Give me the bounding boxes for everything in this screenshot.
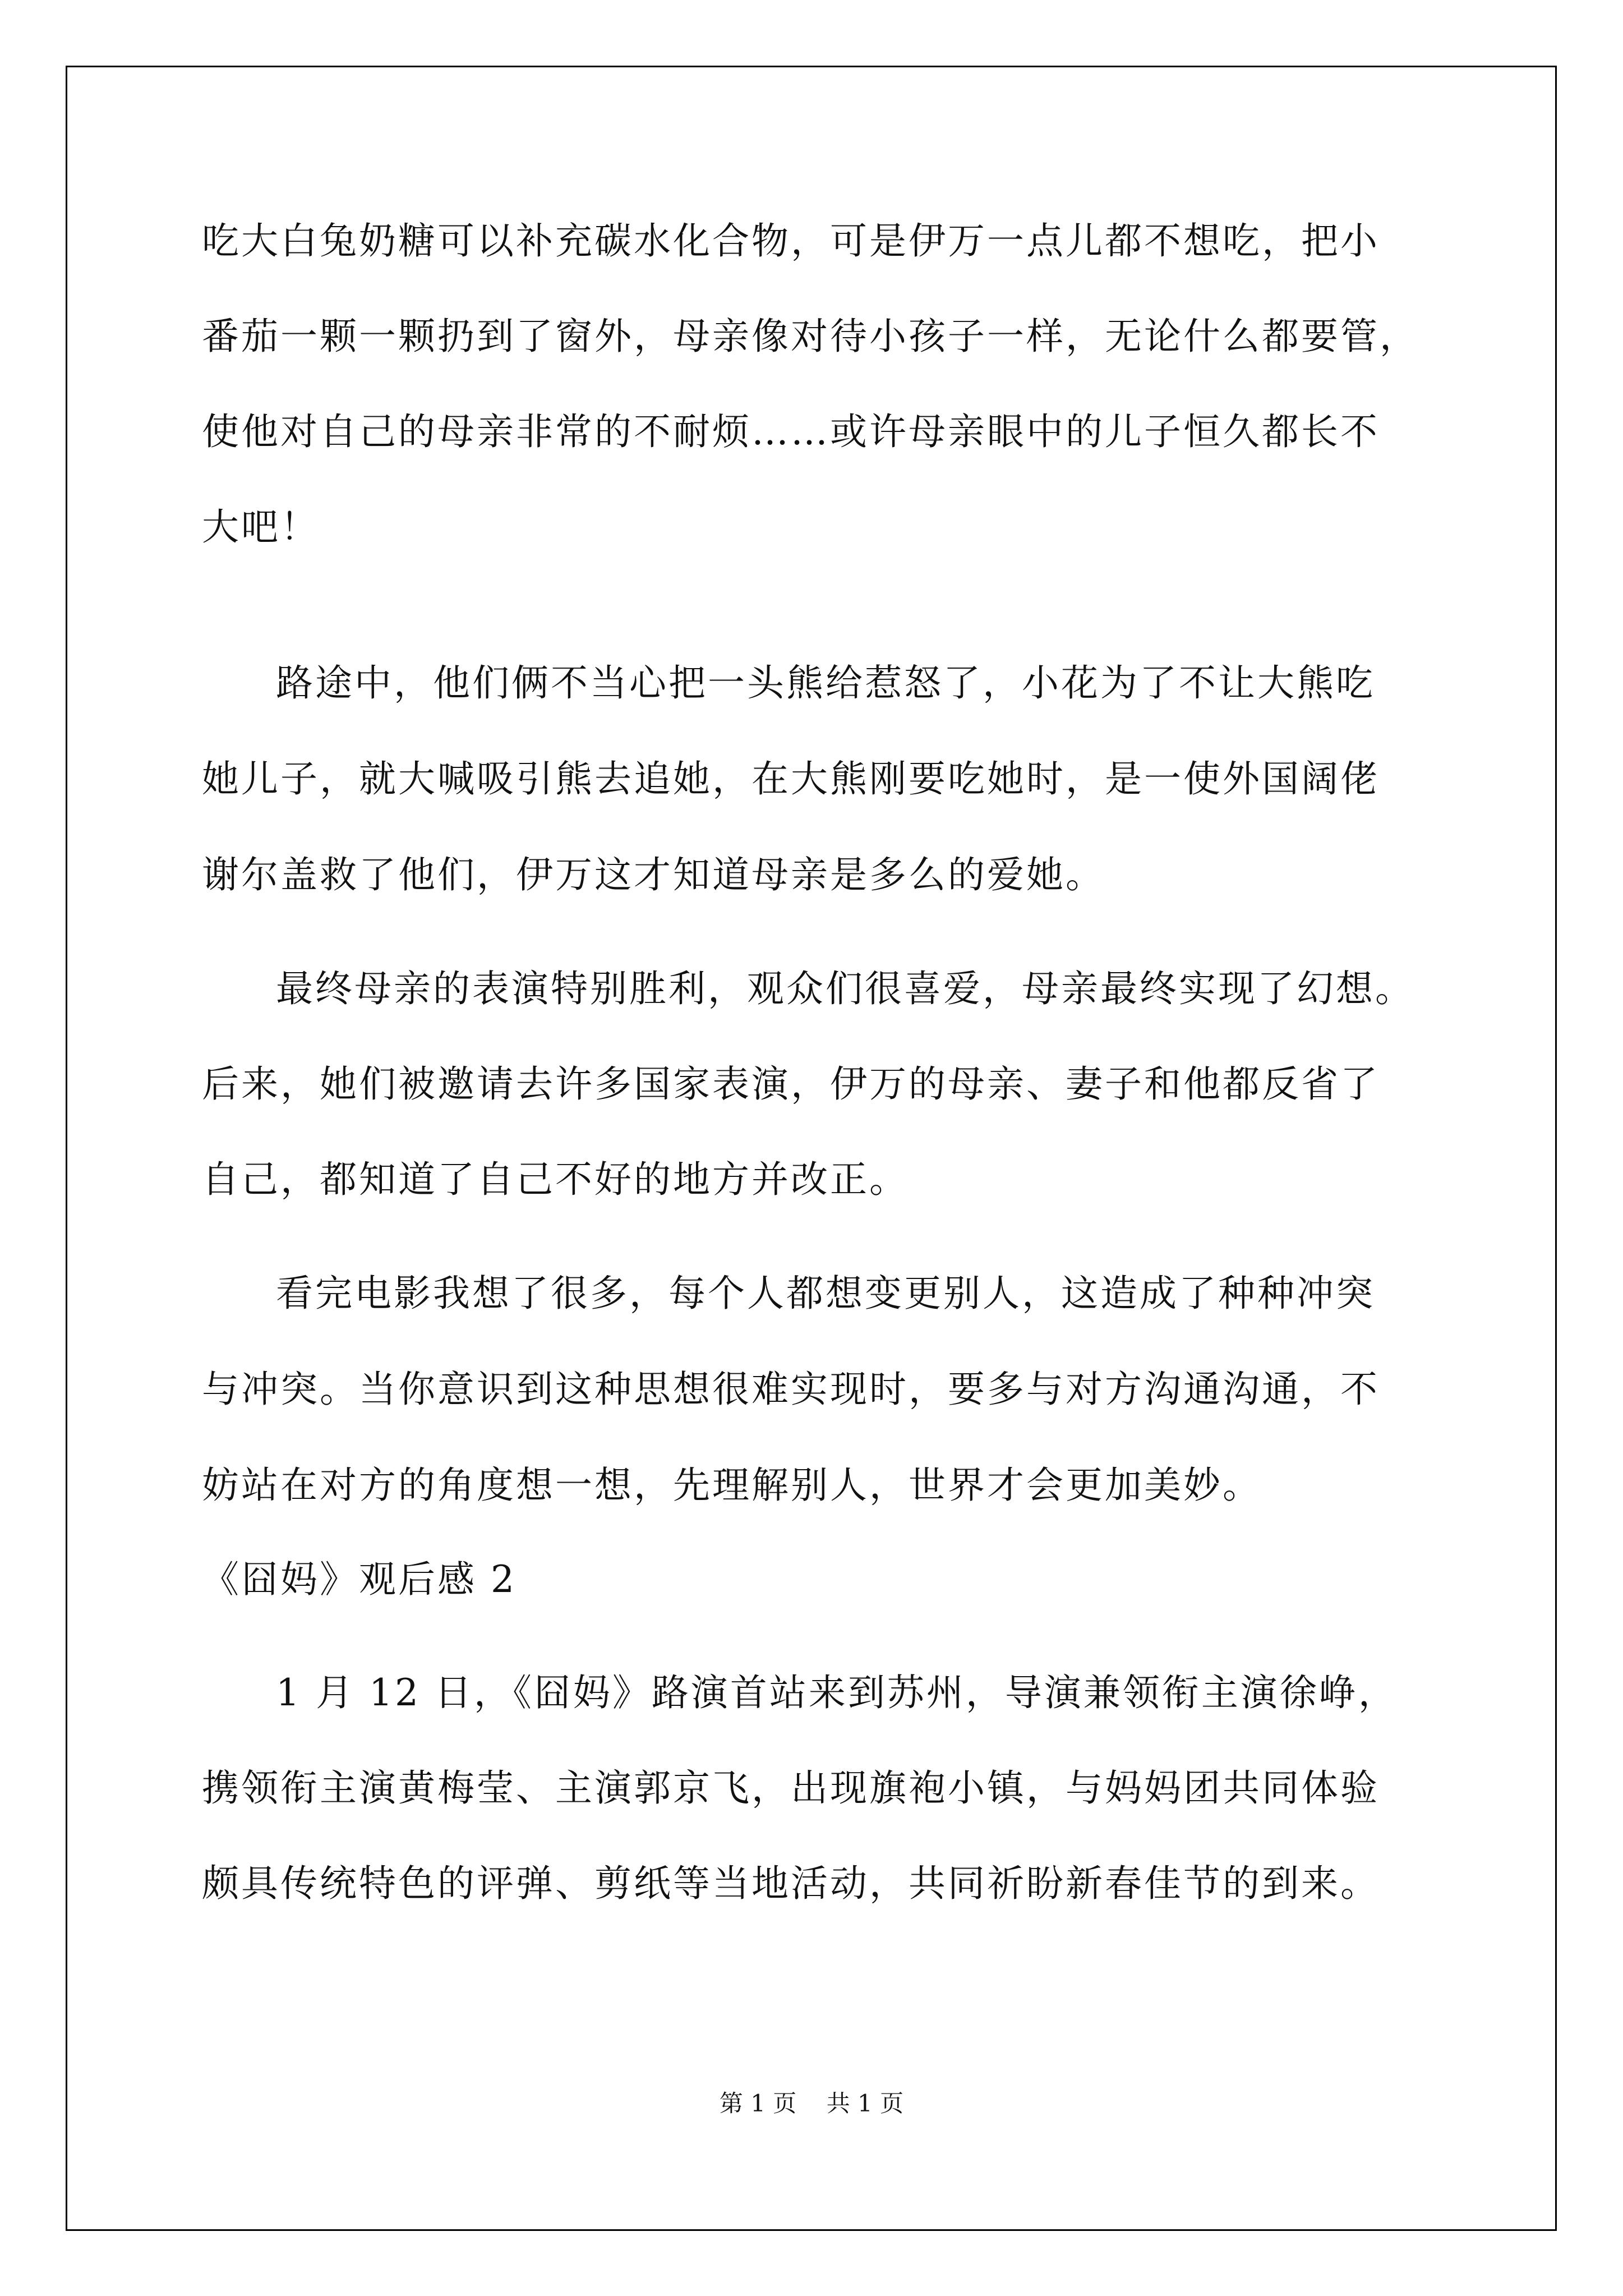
paragraph-4-line-2: 与冲突。当你意识到这种思想很难实现时，要多与对方沟通沟通，不 — [202, 1368, 1380, 1411]
paragraph-4-line-1: 看完电影我想了很多，每个人都想变更别人，这造成了种种冲突 — [276, 1272, 1375, 1315]
paragraph-3-line-3: 自己，都知道了自己不好的地方并改正。 — [202, 1158, 909, 1201]
paragraph-5-line-1: 1 月 12 日，《囧妈》路演首站来到苏州，导演兼领衔主演徐峥， — [276, 1671, 1398, 1714]
paragraph-2-line-3: 谢尔盖救了他们，伊万这才知道母亲是多么的爱她。 — [202, 853, 1105, 896]
paragraph-3-line-1: 最终母亲的表演特别胜利，观众们很喜爱，母亲最终实现了幻想。 — [276, 967, 1414, 1010]
paragraph-5-line-2: 携领衔主演黄梅莹、主演郭京飞，出现旗袍小镇，与妈妈团共同体验 — [202, 1766, 1380, 1810]
paragraph-1-line-1: 吃大白兔奶糖可以补充碳水化合物，可是伊万一点儿都不想吃，把小 — [202, 219, 1380, 263]
paragraph-1-line-3: 使他对自己的母亲非常的不耐烦……或许母亲眼中的儿子恒久都长不 — [202, 410, 1380, 453]
page-total-label: 共 1 页 — [826, 2090, 904, 2117]
section-heading: 《囧妈》观后感 2 — [202, 1558, 517, 1601]
paragraph-4-line-3: 妨站在对方的角度想一想，先理解别人，世界才会更加美妙。 — [202, 1464, 1262, 1507]
paragraph-2-line-2: 她儿子，就大喊吸引熊去追她，在大熊刚要吃她时，是一使外国阔佬 — [202, 757, 1380, 800]
paragraph-3-line-2: 后来，她们被邀请去许多国家表演，伊万的母亲、妻子和他都反省了 — [202, 1062, 1380, 1106]
paragraph-5-line-3: 颇具传统特色的评弹、剪纸等当地活动，共同祈盼新春佳节的到来。 — [202, 1862, 1380, 1905]
paragraph-2-line-1: 路途中，他们俩不当心把一头熊给惹怒了，小花为了不让大熊吃 — [276, 661, 1375, 705]
paragraph-1-line-4: 大吧！ — [202, 505, 320, 549]
page-number-label: 第 1 页 — [719, 2090, 797, 2117]
page-border — [66, 66, 1557, 2231]
paragraph-1-line-2: 番茄一颗一颗扔到了窗外，母亲像对待小孩子一样，无论什么都要管， — [202, 315, 1419, 358]
page-footer — [0, 2088, 1623, 2119]
